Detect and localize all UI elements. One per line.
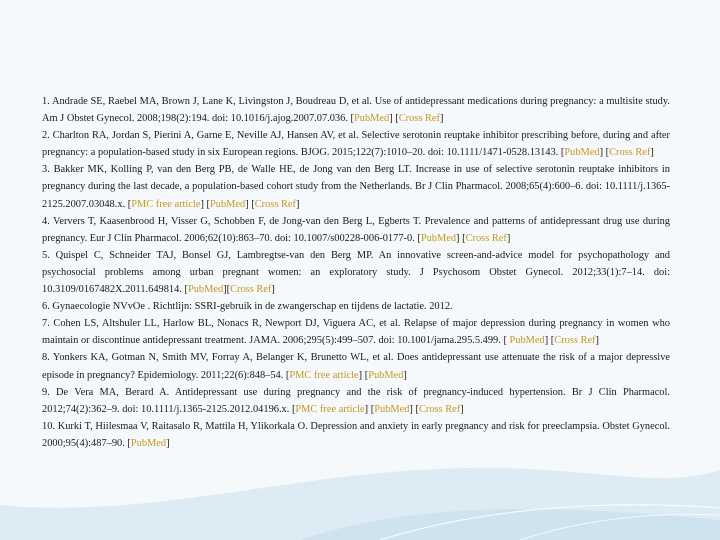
pubmed-link[interactable]: PubMed (209, 198, 246, 210)
reference-bracket: ] (650, 147, 654, 159)
reference-bracket: ] (166, 437, 170, 449)
reference-text: 2. Charlton RA, Jordan S, Pierini A, Garne E, Neville AJ, Hansen AV, et al. Selective serotonin reuptake inhibitor prescribing before, during and after pregnancy: a population-based study in six European regions. BJOG. 2015;122(7):1010–20. doi: 10.1111/1471-0528.13143. [ (42, 130, 670, 159)
reference-2 (42, 127, 670, 161)
pubmed-link[interactable]: PubMed (187, 284, 224, 296)
reference-text: 6. Gynaecologie NVvOe . Richtlijn: SSRI-gebruik in de zwangerschap en tijdens de lactatie. 2012. (42, 301, 453, 313)
reference-text: 5. Quispel C, Schneider TAJ, Bonsel GJ, Lambregtse-van den Berg MP. An innovative screen-and-advice model for psychopathology and psychosocial problems among urban pregnant women: an exploratory study. J Psychosom Obstet Gynecol. 2012;33(1):7–14. doi: 10.3109/0167482X.2011.649814. [ (42, 249, 670, 296)
reference-text: 7. Cohen LS, Altshuler LL, Harlow BL, Nonacs R, Newport DJ, Viguera AC, et al. Relapse of major depression during pregnancy in women who maintain or discontinue antidepressant treatment. JAMA. 2006;295(5):499–507. doi: 10.1001/jama.295.5.499. [ (42, 318, 670, 347)
pmc-free-article-link[interactable]: PMC free article (131, 198, 201, 210)
reference-bracket: ][ (223, 284, 231, 296)
crossref-link[interactable]: Cross Ref (230, 284, 272, 296)
crossref-link[interactable]: Cross Ref (465, 232, 507, 244)
reference-bracket: ] [ (544, 335, 555, 347)
reference-1 (42, 93, 670, 127)
reference-bracket: ] (460, 403, 464, 415)
reference-bracket: ] (271, 284, 275, 296)
pubmed-link[interactable]: PubMed (353, 113, 390, 125)
reference-6 (42, 298, 670, 315)
reference-bracket: ] [ (364, 403, 375, 415)
crossref-link[interactable]: Cross Ref (418, 403, 461, 415)
pubmed-link[interactable]: PubMed (374, 403, 410, 415)
reference-text: 3. Bakker MK, Kolling P, van den Berg PB, de Walle HE, de Jong van den Berg LT. Increase in use of selective serotonin reuptake inhibitors in pregnancy during the last decade, a population-based cohort study from the Netherlands. Br J Clin Pharmacol. 2008;65(4):600–6. doi: 10.1111/j.1365-2125.2007.03048.x. [ (42, 164, 670, 210)
reference-bracket: ] [ (409, 403, 419, 415)
reference-3 (42, 161, 670, 212)
reference-10 (42, 418, 670, 452)
reference-9 (42, 384, 670, 418)
pubmed-link[interactable]: PubMed (420, 232, 457, 244)
pubmed-link[interactable]: PubMed (130, 437, 167, 449)
crossref-link[interactable]: Cross Ref (554, 335, 596, 347)
reference-text: 1. Andrade SE, Raebel MA, Brown J, Lane K, Livingston J, Boudreau D, et al. Use of antidepressant medications during pregnancy: a multisite study. Am J Obstet Gynecol. 2008;198(2):194. doi: 10.1016/j.ajog.2007.07.036. [ (42, 96, 670, 125)
reference-bracket: ] [ (200, 198, 210, 210)
reference-8 (42, 349, 670, 383)
reference-5 (42, 247, 670, 298)
reference-bracket: ] [ (245, 198, 255, 210)
pubmed-link[interactable]: PubMed (564, 147, 600, 159)
references-list (42, 93, 670, 452)
reference-text: 4. Ververs T, Kaasenbrood H, Visser G, Schobben F, de Jong-van den Berg L, Egberts T. Prevalence and patterns of antidepressant drug use during pregnancy. Eur J Clin Pharmacol. 2006;62(10):863–70. doi: 10.1007/s00228-006-0177-0. [ (42, 215, 670, 244)
reference-bracket: ] (403, 369, 407, 381)
crossref-link[interactable]: Cross Ref (609, 147, 651, 159)
reference-bracket: ] [ (599, 147, 610, 159)
reference-bracket: ] (440, 113, 444, 125)
reference-text: 8. Yonkers KA, Gotman N, Smith MV, Forray A, Belanger K, Brunetto WL, et al. Does antidepressant use attenuate the risk of a major depressive episode in pregnancy? Epidemiology. 2011;22(6):848–54. [ (42, 352, 670, 381)
pmc-free-article-link[interactable]: PMC free article (289, 369, 359, 381)
crossref-link[interactable]: Cross Ref (398, 113, 441, 125)
pubmed-link[interactable]: PubMed (368, 369, 404, 381)
reference-bracket: ] [ (456, 232, 466, 244)
reference-4 (42, 213, 670, 247)
pmc-free-article-link[interactable]: PMC free article (295, 403, 365, 415)
reference-text: 10. Kurki T, Hiilesmaa V, Raitasalo R, Mattila H, Ylikorkala O. Depression and anxiety in early pregnancy and risk for preeclampsia. Obstet Gynecol. 2000;95(4):487–90. [ (42, 420, 670, 449)
pubmed-link[interactable]: PubMed (509, 335, 545, 347)
reference-bracket: ] (296, 198, 300, 210)
crossref-link[interactable]: Cross Ref (254, 198, 296, 210)
reference-bracket: ] [ (358, 369, 369, 381)
reference-bracket: ] [ (389, 113, 399, 125)
reference-7 (42, 315, 670, 349)
reference-bracket: ] (506, 232, 511, 244)
reference-text: 9. De Vera MA, Berard A. Antidepressant use during pregnancy and the risk of pregnancy-induced hypertension. Br J Clin Pharmacol. 2012;74(2):362–9. doi: 10.1111/j.1365-2125.2012.04196.x. [ (42, 386, 670, 415)
reference-bracket: ] (595, 335, 600, 347)
